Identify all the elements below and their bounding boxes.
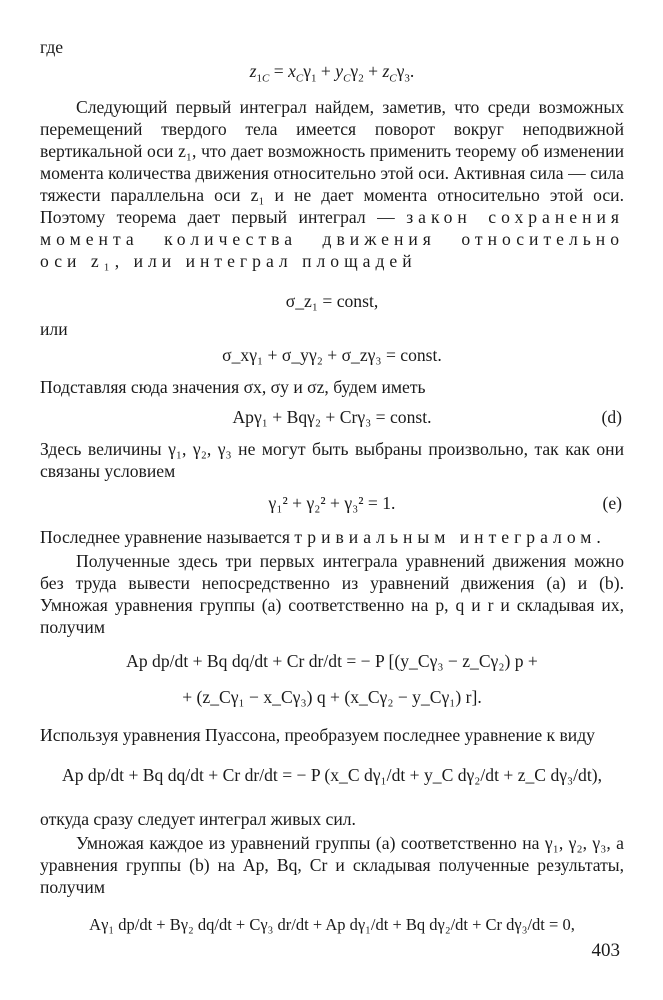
formula-f-line-2-text: + (z_Cγ₁ − x_Cγ₃) q + (x_Cγ₂ − y_Cγ₁) r]. bbox=[182, 687, 482, 707]
word-ili: или bbox=[40, 319, 68, 339]
paragraph-4-spaced: тривиальным интегралом. bbox=[294, 527, 606, 547]
formula-z1c: $z_{1C} = x_C\gamma_1 + y_C\gamma_2 + z_C\gamma_3$. bbox=[249, 61, 415, 85]
formula-e bbox=[40, 492, 624, 518]
formula-sigma-2 bbox=[40, 344, 624, 370]
formula-f-line-2 bbox=[40, 686, 624, 716]
paragraph-4-text: Последнее уравнение называется bbox=[40, 527, 290, 547]
paragraph-3: Здесь величины γ₁, γ₂, γ₃ не могут быть выбраны произвольно, так как они связаны условием bbox=[40, 439, 624, 481]
paragraph-1-text: Следующий первый интеграл найдем, заметив, что среди возможных перемещений твердого тела имеется поворот вокруг неподвижной вертикальной оси z₁, что дает возможность применить теорему об изменении момента количества движения относительно этой оси. Активная сила — сила тяжести параллельна оси z₁ и не дает момента относительно этой оси. Поэтому теорема дает первый интеграл — bbox=[40, 97, 624, 227]
formula-sigma-2-text: σ_xγ₁ + σ_yγ₂ + σ_zγ₃ = const. bbox=[222, 345, 442, 365]
formula-g bbox=[40, 764, 624, 798]
paragraph-4 bbox=[40, 526, 624, 548]
paragraph-7: откуда сразу следует интеграл живых сил. bbox=[40, 809, 356, 829]
paragraph-8: Умножая каждое из уравнений группы (a) соответственно на γ₁, γ₂, γ₃, а уравнения группы (b) на Ap, Bq, Cr и складывая полученные результаты, получим bbox=[40, 833, 624, 897]
formula-d bbox=[40, 406, 624, 432]
formula-h-text: Aγ₁ dp/dt + Bγ₂ dq/dt + Cγ₃ dr/dt + Ap dγ₁/dt + Bq dγ₂/dt + Cr dγ₃/dt = 0, bbox=[89, 915, 575, 934]
paragraph-5: Полученные здесь три первых интеграла уравнений движения можно без труда вывести непосредственно из уравнений движения (a) и (b). Умножая уравнения группы (a) соответственно на p, q и r и складывая их, получим bbox=[40, 551, 624, 637]
formula-f-line-1-text: Ap dp/dt + Bq dq/dt + Cr dr/dt = − P [(y_Cγ₃ − z_Cγ₂) p + bbox=[126, 651, 538, 671]
page-number: 403 bbox=[591, 940, 620, 961]
paragraph-1-spaced: закон сохранения момента количества движения относительно оси z₁, или интеграл площадей bbox=[40, 207, 625, 271]
formula-d-text: Apγ₁ + Bqγ₂ + Crγ₃ = const. bbox=[232, 407, 432, 427]
formula-e-tag: (e) bbox=[602, 493, 622, 513]
formula-d-tag: (d) bbox=[601, 407, 622, 427]
formula-f-line-1 bbox=[40, 650, 624, 680]
formula-g-text: Ap dp/dt + Bq dq/dt + Cr dr/dt = − P (x_C dγ₁/dt + y_C dγ₂/dt + z_C dγ₃/dt), bbox=[62, 765, 602, 785]
formula-sigma-text: σ_z₁ = const, bbox=[285, 291, 379, 311]
page-content bbox=[40, 30, 624, 948]
paragraph-6: Используя уравнения Пуассона, преобразуем последнее уравнение к виду bbox=[40, 725, 595, 745]
formula-e-text: γ₁² + γ₂² + γ₃² = 1. bbox=[268, 493, 396, 513]
formula-sigma bbox=[40, 290, 624, 316]
paragraph-1 bbox=[40, 96, 624, 272]
word-gde: где bbox=[40, 37, 64, 57]
paragraph-2: Подставляя сюда значения σx, σy и σz, будем иметь bbox=[40, 377, 426, 397]
formula-h bbox=[40, 914, 624, 948]
